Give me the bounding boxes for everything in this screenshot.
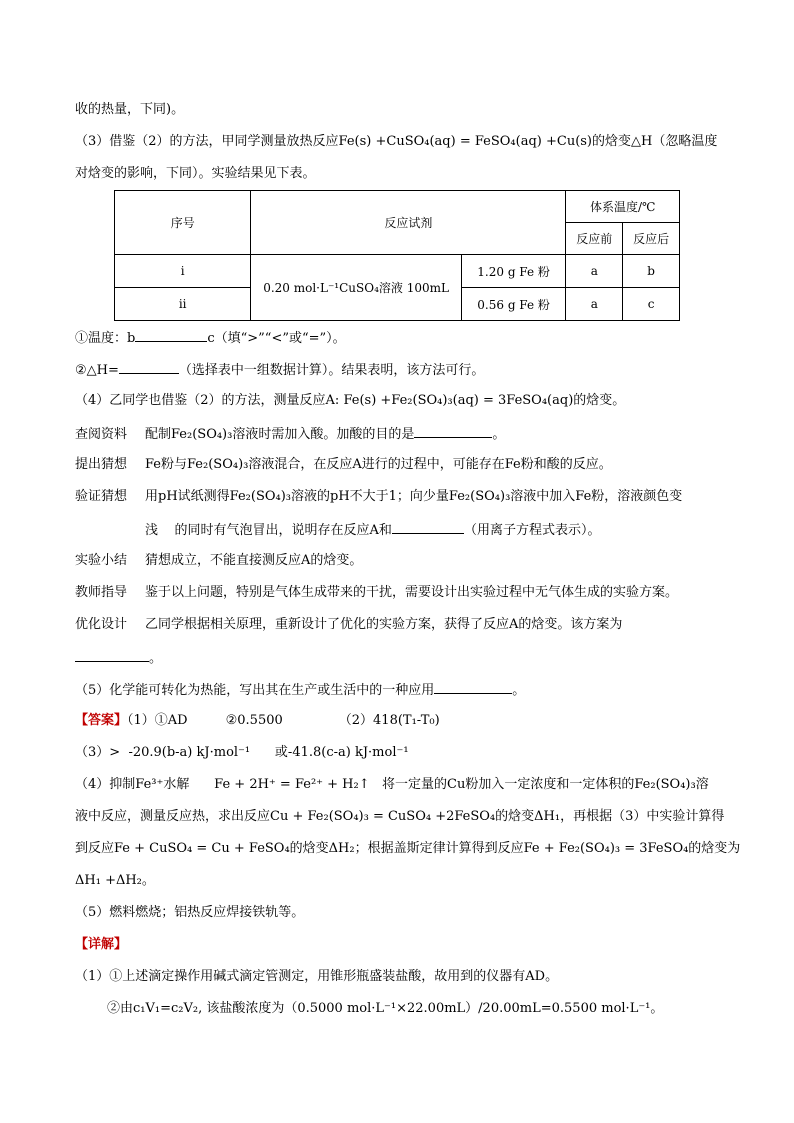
row-no: ii	[115, 288, 251, 321]
answer-blank	[434, 679, 512, 694]
optimize-blank-line: 。	[75, 647, 162, 669]
header-before: 反应前	[566, 223, 623, 255]
answer-line-3: （3）> -20.9(b-a) kJ·mol⁻¹ 或-41.8(c-a) kJ·mol⁻¹	[75, 745, 409, 760]
answer-blank	[392, 519, 464, 534]
header-reagent: 反应试剂	[251, 191, 566, 255]
row-no: i	[115, 255, 251, 288]
row-before: a	[566, 255, 623, 288]
header-temp: 体系温度/℃	[566, 191, 680, 223]
header-after: 反应后	[623, 223, 680, 255]
text-line: （5）燃料燃烧；铝热反应焊接铁轨等。	[75, 905, 305, 920]
step-verify: 验证猜想 用pH试纸测得Fe₂(SO₄)₃溶液的pH不大于1；向少量Fe₂(SO₄)₃溶液中加入Fe粉，溶液颜色变	[75, 489, 683, 504]
text-line: 到反应Fe + CuSO₄ = Cu + FeSO₄的焓变ΔH₂；根据盖斯定律计算得到反应Fe + Fe₂(SO₄)₃ = 3FeSO₄的焓变为	[75, 841, 741, 856]
answer-line-1: 【答案】（1）①AD ②0.5500 （2）418(T₁-T₀)	[75, 713, 440, 728]
row-after: c	[623, 288, 680, 321]
question-5: （5）化学能可转化为热能，写出其在生产或生活中的一种应用 。	[75, 679, 525, 701]
text-line: 收的热量，下同)。	[75, 102, 185, 117]
step-verify-cont: 浅 的同时有气泡冒出，说明存在反应A和 （用离子方程式表示）。	[145, 519, 600, 541]
text-line: ΔH₁ +ΔH₂。	[75, 873, 155, 888]
row-before: a	[566, 288, 623, 321]
row-after: b	[623, 255, 680, 288]
step-teacher: 教师指导 鉴于以上问题，特别是气体生成带来的干扰，需要设计出实验过程中无气体生成的实验方案。	[75, 585, 679, 600]
question-temp: ①温度：b c（填“>”“<”或“=”）。	[75, 327, 346, 349]
step-check: 查阅资料 配制Fe₂(SO₄)₃溶液时需加入酸。加酸的目的是 。	[75, 423, 505, 445]
text-line: 对焓变的影响，下同）。实验结果见下表。	[75, 166, 316, 181]
step-guess: 提出猜想 Fe粉与Fe₂(SO₄)₃溶液混合，在反应A进行的过程中，可能存在Fe粉和酸的反应。	[75, 457, 612, 472]
detail-label: 【详解】	[75, 937, 128, 952]
answer-blank	[119, 359, 179, 374]
results-table	[114, 190, 680, 321]
text-line: ②由c₁V₁=c₂V₂, 该盐酸浓度为（0.5000 mol·L⁻¹×22.00mL）/20.00mL=0.5500 mol·L⁻¹。	[107, 1001, 664, 1016]
text-line: （3）借鉴（2）的方法，甲同学测量放热反应Fe(s) +CuSO₄(aq) = FeSO₄(aq) +Cu(s)的焓变△H（忽略温度	[75, 134, 718, 149]
text-line: （1）①上述滴定操作用碱式滴定管测定，用锥形瓶盛装盐酸，故用到的仪器有AD。	[75, 969, 559, 984]
shared-reagent: 0.20 mol·L⁻¹CuSO₄溶液 100mL	[251, 255, 461, 321]
text-line: （4）乙同学也借鉴（2）的方法，测量反应A: Fe(s) +Fe₂(SO₄)₃(aq) = 3FeSO₄(aq)的焓变。	[75, 393, 626, 408]
answer-blank	[135, 327, 207, 342]
answer-blank	[75, 647, 149, 662]
step-optimize: 优化设计 乙同学根据相关原理，重新设计了优化的实验方案，获得了反应A的焓变。该方案为	[75, 617, 623, 632]
question-dh: ②△H= （选择表中一组数据计算）。结果表明，该方法可行。	[75, 359, 484, 381]
answer-label: 【答案】	[75, 713, 128, 728]
answer-line-4: （4）抑制Fe³⁺水解 Fe + 2H⁺ = Fe²⁺ + H₂↑ 将一定量的Cu粉加入一定浓度和一定体积的Fe₂(SO₄)₃溶	[75, 777, 709, 792]
answer-blank	[414, 423, 492, 438]
row-fe: 0.56 g Fe 粉	[461, 288, 566, 321]
header-no: 序号	[115, 191, 251, 255]
text-line: 液中反应，测量反应热，求出反应Cu + Fe₂(SO₄)₃ = CuSO₄ +2FeSO₄的焓变ΔH₁，再根据（3）中实验计算得	[75, 809, 725, 824]
row-fe: 1.20 g Fe 粉	[461, 255, 566, 288]
step-summary: 实验小结 猜想成立，不能直接测反应A的焓变。	[75, 553, 363, 568]
